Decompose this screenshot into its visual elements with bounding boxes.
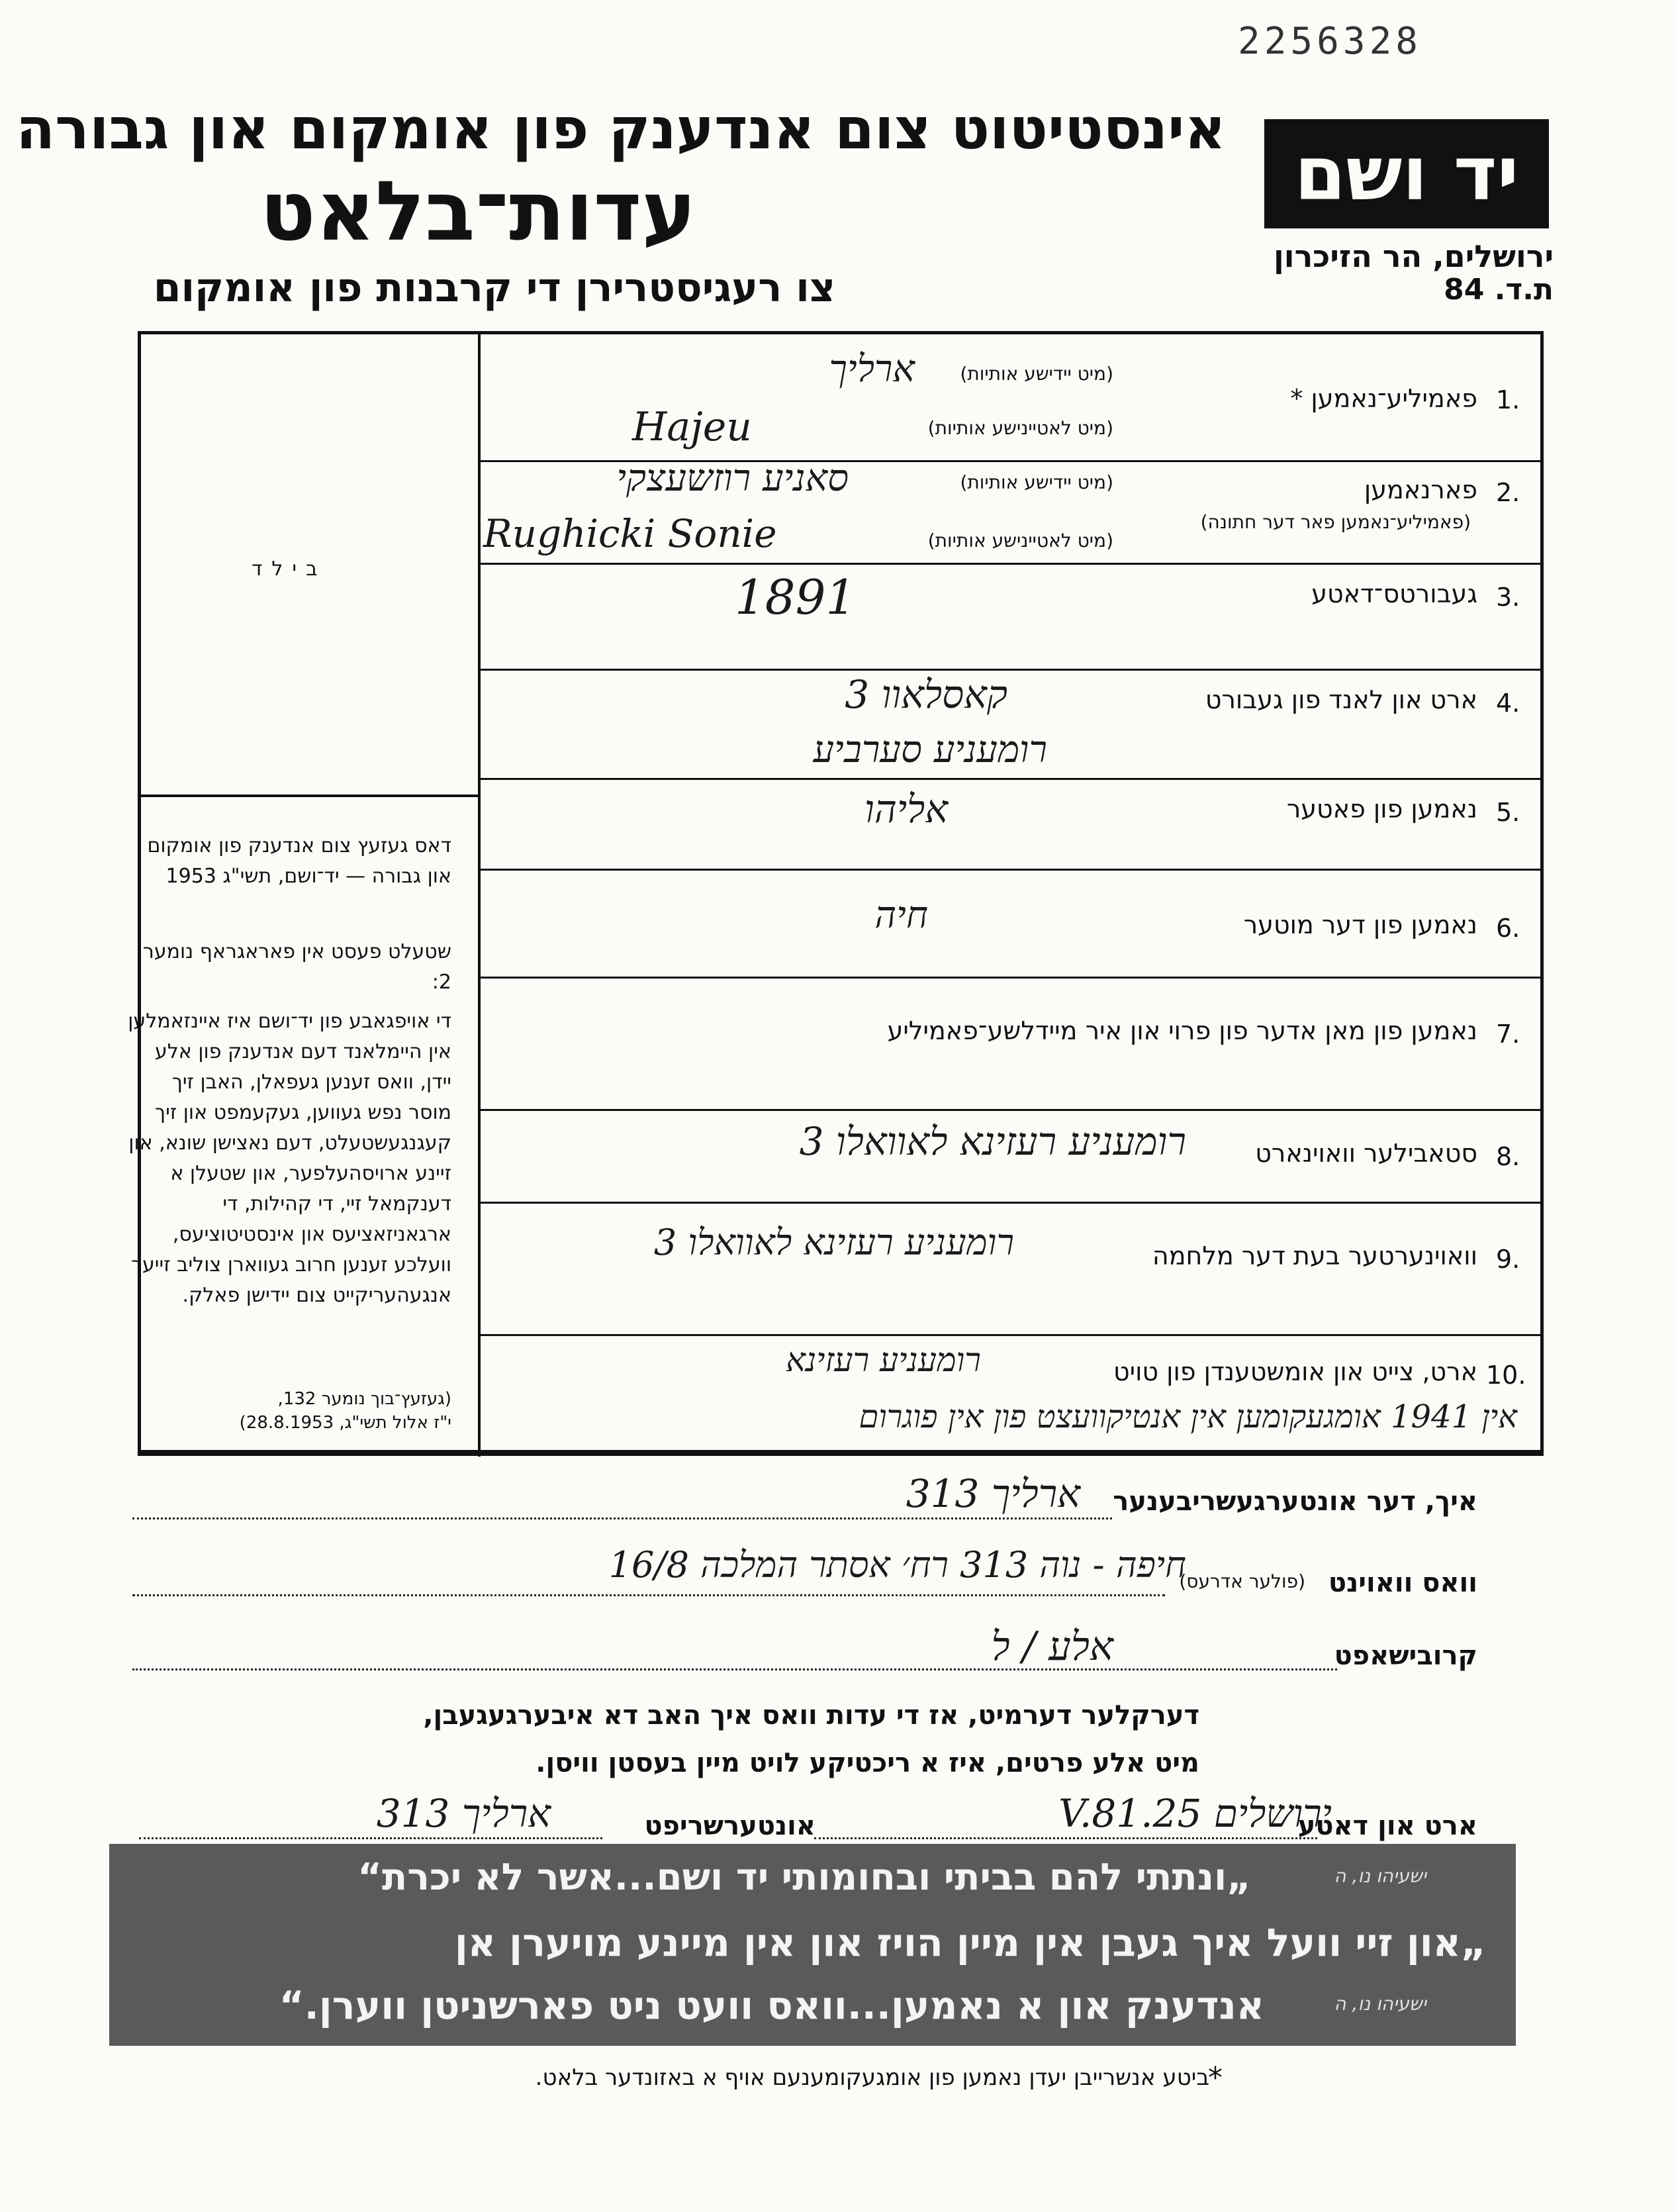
declarant-name-line <box>132 1517 1112 1519</box>
field-7-label: נאמען פון מאן אדער פון פרוי און איר מיידלשע־פאמיליע <box>887 1016 1477 1045</box>
field-8-number: 8. <box>1496 1142 1520 1171</box>
footnote-asterisk: * <box>1208 2061 1223 2095</box>
institute-title: אינסטיטוט צום אנדענק פון אומקום און גבורה <box>16 96 1226 162</box>
field-6-label: נאמען פון דער מוטער <box>1243 910 1477 939</box>
field-1-sub-latin: (מיט לאטיינישע אותיות) <box>927 417 1113 439</box>
field-1-number: 1. <box>1496 385 1520 414</box>
field-5-label: נאמען פון פאטער <box>1286 794 1477 824</box>
verse-line-1-reference: ישעיהו נו, ה <box>1334 1865 1426 1887</box>
field-2-sub-yiddish: (מיט יידישע אותיות) <box>960 471 1113 493</box>
field-10-value-line-2[interactable]: אין 1941 אומגעקומען אין אנטיקוועצט פון אין פוגרום <box>859 1398 1517 1435</box>
field-10-value-line-1[interactable]: רומעניע רעזינא <box>785 1341 981 1379</box>
declarant-name-value[interactable]: ארליך 313 <box>906 1471 1080 1516</box>
row-divider <box>479 1109 1544 1111</box>
row-divider <box>479 869 1544 871</box>
field-9-number: 9. <box>1496 1245 1520 1274</box>
field-8-label: סטאבילער וואוינארט <box>1255 1139 1477 1168</box>
field-10-number: 10. <box>1486 1361 1526 1390</box>
verse-line-3: אנדענק און א נאמען...וואס וועט ניט פארשניטן ווערן.“ <box>279 1983 1264 2028</box>
row-divider <box>479 1202 1544 1204</box>
field-4-number: 4. <box>1496 689 1520 718</box>
field-1-label: פאמיליע־נאמען * <box>1290 384 1477 413</box>
field-6-value[interactable]: חיה <box>874 894 928 937</box>
row-divider <box>479 669 1544 671</box>
field-4-value-line-2[interactable]: רומעניע סערביע <box>813 728 1047 771</box>
address-line-1: ירושלים, הר הזיכרון <box>1273 238 1554 274</box>
field-3-label: געבורטס־דאטע <box>1311 579 1477 608</box>
field-8-value[interactable]: רומעניע רעזינא לאוואלו 3 <box>799 1119 1186 1164</box>
field-3-value[interactable]: 1891 <box>735 569 857 625</box>
field-2-value-yiddish[interactable]: סאניע רוזשעצקי <box>616 457 849 500</box>
form-subtitle: צו רעגיסטרירן די קרבנות פון אומקום <box>153 265 835 311</box>
column-divider <box>478 331 481 1457</box>
form-serial-number: 2256328 <box>1238 20 1422 63</box>
row-divider <box>479 778 1544 780</box>
law-paragraph-2: שטעלט פעסט אין פאראגראף נומער 2: <box>142 940 451 994</box>
field-3-number: 3. <box>1496 583 1520 612</box>
form-title: עדות־בלאט <box>259 164 696 260</box>
relationship-line <box>132 1668 1337 1670</box>
declaration-line-2: מיט אלע פרטים, איז א ריכטיקע לויט מיין בעסטן וויסן. <box>535 1748 1199 1778</box>
place-date-value[interactable]: ירושלים 25.V.81 <box>1058 1791 1332 1836</box>
law-paragraph-1: דאס געזעץ צום אנדענק פון אומקום און גבורה — יד־ושם, תשי"ג 1953 <box>147 834 451 888</box>
field-4-label: ארט און לאנד פון געבורט <box>1205 685 1477 714</box>
field-9-label: וואוינערטער בעת דער מלחמה <box>1152 1241 1477 1271</box>
signature-line <box>139 1837 602 1839</box>
place-date-label: ארט און דאטע <box>1297 1811 1477 1841</box>
declaration-line-1: דערקלער דערמיט, אז די עדות וואס איך האב דא איבערגעגעבן, <box>423 1700 1199 1731</box>
signature-label: אונטערשריפט <box>644 1811 815 1841</box>
relationship-label: קרובישאפט <box>1334 1641 1477 1671</box>
footnote: ביטע אנשרייבן יעדן נאמען פון אומגעקומענעם אויף א באזונדער בלאט. <box>535 2064 1209 2091</box>
field-2-number: 2. <box>1496 478 1520 507</box>
logo-text: יד ושם <box>1294 130 1519 217</box>
photo-box-label: בילד <box>252 557 327 581</box>
verse-line-2: „און זיי וועל איך געבן אין מיין הויז און אין מיינע מויערן אן <box>454 1920 1486 1965</box>
place-date-line <box>814 1837 1317 1839</box>
row-divider <box>479 563 1544 565</box>
law-citation-2: י"ז אלול תשי"ג, 28.8.1953) <box>239 1413 451 1433</box>
field-9-value[interactable]: רומעניע רעזינא לאוואלו 3 <box>653 1222 1014 1263</box>
row-divider <box>479 977 1544 979</box>
signature-value[interactable]: ארליך 313 <box>376 1791 551 1836</box>
declarant-name-label: איך, דער אונטערגעשריבענער <box>1113 1486 1477 1517</box>
field-1-value-latin[interactable]: Hajeu <box>632 404 752 450</box>
field-7-number: 7. <box>1496 1020 1520 1049</box>
yad-vashem-logo <box>1264 119 1549 228</box>
address-line-2: ת.ד. 84 <box>1444 273 1554 307</box>
declarant-address-label: וואס וואוינט <box>1328 1568 1477 1598</box>
field-5-number: 5. <box>1496 798 1520 827</box>
field-2-label: פארנאמען <box>1364 475 1477 505</box>
law-paragraph-3: די אויפגאבע פון יד־ושם איז איינזאמלען אין היימלאנד דעם אנדענק פון אלע יידן, וואס זענען געפאלן, האבן זיך מוסר נפש געווען, געקעמפט און זיך קעגנגעשטעלט, דעם נאצישן שונא, און זיינע ארויסהעלפער, און שטעלן א דענקמאל זיי, די קהילות, די ארגאניזאציעס און אינסטיטוציעס, וועלכע זענען חרוב געווארן צוליב זייער אנגעהעריקייט צום יידישן פאלק. <box>128 1010 451 1307</box>
declarant-address-line <box>132 1594 1165 1596</box>
row-divider <box>479 1334 1544 1336</box>
verse-banner <box>109 1844 1516 2046</box>
verse-line-3-reference: ישעיהו נו, ה <box>1334 1993 1426 2015</box>
declarant-address-value[interactable]: חיפה - נוה 313 רח׳ אסתר המלכה 16/8 <box>608 1544 1186 1586</box>
field-2-sub-latin: (מיט לאטיינישע אותיות) <box>927 530 1113 552</box>
field-4-value-line-1[interactable]: קאסלאוו 3 <box>845 672 1007 717</box>
field-1-value-yiddish[interactable]: ארליך <box>829 348 915 391</box>
field-1-sub-yiddish: (מיט יידישע אותיות) <box>960 363 1113 385</box>
field-5-value[interactable]: אליהו <box>864 787 948 832</box>
verse-line-1: „ונתתי להם בביתי ובחומותי יד ושם...אשר לא יכרת“ <box>357 1856 1251 1899</box>
field-2-label-note: (פאמיליע־נאמען פאר דער חתונה) <box>1200 511 1471 533</box>
law-citation-1: (געזעץ־בוך נומער 132, <box>277 1389 451 1409</box>
declarant-address-note: (פולער אדרעס) <box>1179 1570 1305 1592</box>
field-2-value-latin[interactable]: Rughicki Sonie <box>483 511 777 556</box>
relationship-value[interactable]: אלע / ל <box>991 1623 1113 1670</box>
section-divider <box>138 1453 1544 1456</box>
field-10-label: ארט, צייט און אומשטענדן פון טויט <box>1113 1357 1477 1386</box>
photo-box-divider <box>138 794 479 797</box>
field-6-number: 6. <box>1496 914 1520 943</box>
